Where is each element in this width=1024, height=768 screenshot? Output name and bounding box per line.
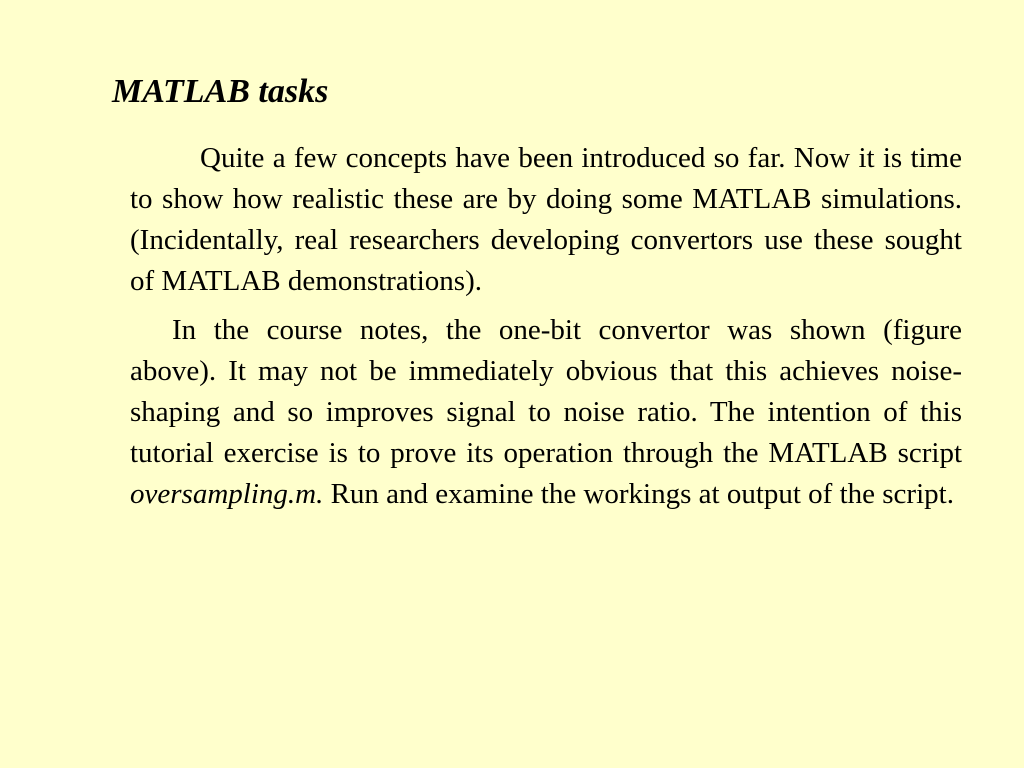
paragraph-tutorial-text-before: In the course notes, the one-bit convertor was shown (figure above). It may not be immediately obvious that this achieves noise-shaping and so improves signal to noise ratio. The intention of this tutorial exercise is to prove its operation through the MATLAB script: [130, 314, 962, 469]
paragraph-tutorial-text-after: Run and examine the workings at output of the script.: [323, 478, 954, 510]
slide-title: MATLAB tasks: [112, 73, 329, 110]
paragraph-tutorial: [130, 310, 962, 515]
script-filename: oversampling.m.: [130, 478, 324, 510]
paragraph-intro: Quite a few concepts have been introduced so far. Now it is time to show how realistic these are by doing some MATLAB simulations. (Incidentally, real researchers developing convertors use these sought of MATLAB demonstrations).: [130, 142, 962, 297]
slide-body: [130, 138, 962, 515]
